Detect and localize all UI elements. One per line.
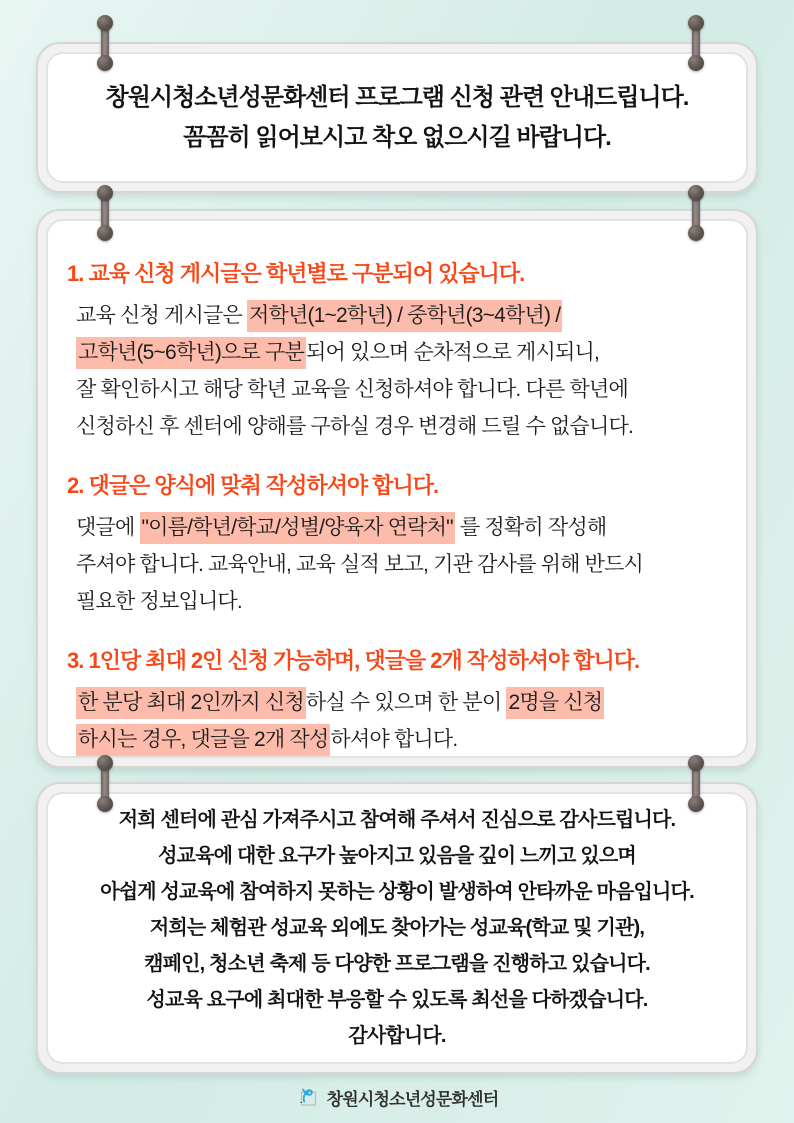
section-title: 2. 댓글은 양식에 맞춰 작성하셔야 합니다. [67, 473, 439, 498]
highlighted-text: 하시는 경우, 댓글을 2개 작성 [76, 724, 330, 756]
closing-line: 감사합니다. [348, 1025, 446, 1047]
push-pin [688, 15, 704, 71]
plain-text: 하셔야 합니다. [330, 728, 458, 751]
section-title: 3. 1인당 최대 2인 신청 가능하며, 댓글을 2개 작성하셔야 합니다. [67, 648, 640, 673]
plain-text: 되어 있으며 순차적으로 게시되니, [306, 341, 599, 364]
body-line [76, 684, 728, 721]
notice-section [67, 647, 728, 758]
notice-card [36, 209, 758, 768]
section-body [67, 509, 728, 620]
plain-text: 하실 수 있으며 한 분이 [305, 691, 507, 714]
body-line [76, 583, 728, 620]
body-line [76, 721, 728, 758]
brand-name: 창원시청소년성문화센터 [326, 1089, 499, 1109]
body-line [76, 546, 728, 583]
header-card [36, 42, 758, 193]
closing-line: 성교육 요구에 최대한 부응할 수 있도록 최선을 다하겠습니다. [146, 989, 648, 1011]
plain-text: 주셔야 합니다. 교육안내, 교육 실적 보고, 기관 감사를 위해 반드시 [76, 553, 644, 576]
header-card-inner [46, 52, 748, 183]
closing-line: 아쉽게 성교육에 참여하지 못하는 상황이 발생하여 안타까운 마음입니다. [100, 881, 694, 903]
body-line [76, 297, 728, 334]
highlighted-text: 한 분당 최대 2인까지 신청 [76, 687, 306, 719]
push-pin [688, 755, 704, 812]
section-title: 1. 교육 신청 게시글은 학년별로 구분되어 있습니다. [67, 261, 525, 286]
notice-sections [46, 219, 748, 758]
closing-line: 저희는 체험관 성교육 외에도 찾아가는 성교육(학교 및 기관), [149, 917, 645, 939]
body-line [76, 408, 728, 445]
header-title-line-1: 창원시청소년성문화센터 프로그램 신청 관련 안내드립니다. [105, 83, 689, 111]
closing-line: 성교육에 대한 요구가 높아지고 있음을 깊이 느끼고 있으며 [158, 845, 636, 867]
highlighted-text: 고학년(5~6학년)으로 구분 [76, 337, 306, 369]
section-body [67, 684, 728, 758]
plain-text: 잘 확인하시고 해당 학년 교육을 신청하셔야 합니다. 다른 학년에 [76, 378, 628, 401]
plain-text: 교육 신청 게시글은 [76, 304, 247, 327]
push-pin [97, 755, 113, 812]
plain-text: 댓글에 [76, 516, 140, 539]
push-pin [688, 185, 704, 241]
push-pin [97, 185, 113, 241]
body-line [76, 371, 728, 408]
closing-card-inner [46, 792, 748, 1064]
header-title-line-2: 꼼꼼히 읽어보시고 착오 없으시길 바랍니다. [183, 123, 611, 151]
notice-section [67, 472, 728, 620]
closing-line: 캠페인, 청소년 축제 등 다양한 프로그램을 진행하고 있습니다. [144, 953, 650, 975]
highlighted-text: 저학년(1~2학년) / 중학년(3~4학년) / [247, 300, 562, 332]
plain-text: 를 정확히 작성해 [454, 516, 607, 539]
push-pin [97, 15, 113, 71]
swirl-ribbon-logo-icon [296, 1085, 320, 1109]
notice-section [67, 260, 728, 445]
closing-card [36, 782, 758, 1074]
plain-text: 신청하신 후 센터에 양해를 구하실 경우 변경해 드릴 수 없습니다. [76, 415, 633, 438]
highlighted-text: 2명을 신청 [506, 687, 604, 719]
plain-text: 필요한 정보입니다. [76, 590, 242, 613]
body-line [76, 509, 728, 546]
highlighted-text: "이름/학년/학교/성별/양육자 연락처" [140, 512, 455, 544]
footer-brand [0, 1083, 794, 1111]
section-body [67, 297, 728, 445]
body-line [76, 334, 728, 371]
closing-line: 저희 센터에 관심 가져주시고 참여해 주셔서 진심으로 감사드립니다. [118, 809, 676, 831]
